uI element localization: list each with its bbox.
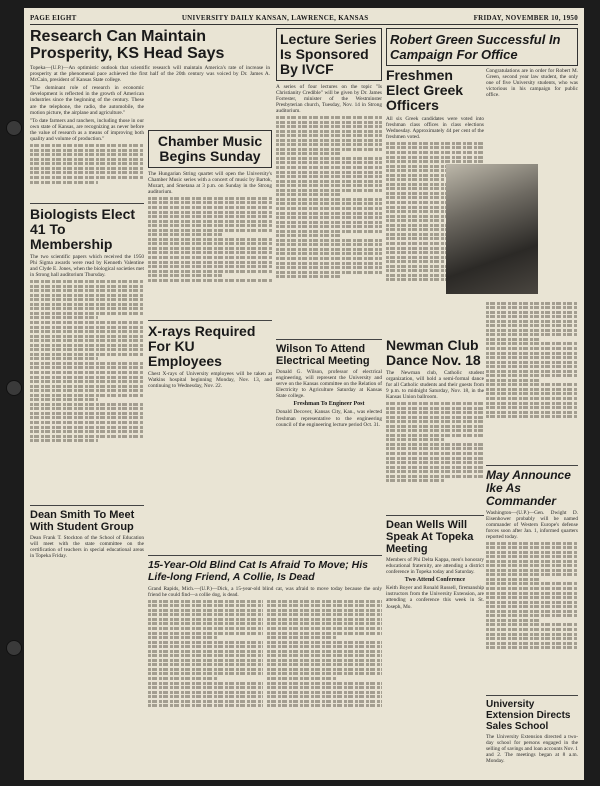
- extension-headline: University Extension Directs Sales School: [486, 698, 571, 732]
- newspaper-page: [24, 8, 584, 780]
- freshmen-headline: Freshmen Elect Greek Officers: [386, 67, 464, 113]
- newman-headline: Newman Club Dance Nov. 18: [386, 337, 481, 368]
- column-eisenhower-extension: [486, 300, 578, 778]
- cat-headline: 15-Year-Old Blind Cat Is Afraid To Move; His Life-long Friend, A Collie, Is Dead: [148, 559, 368, 583]
- freshman-engineer-body: Donald Decover, Kansas City, Kan., was elected freshman representative to the engineering council of the engineering lecture period Oct. 31.: [276, 409, 382, 428]
- freshman-engineer-headline: Freshman To Engineer Post: [293, 401, 365, 408]
- biologists-headline: Biologists Elect 41 To Membership: [30, 206, 136, 253]
- research-lead: Topeka—(U.P.)—An optimistic outlook that scientific research will maintain America's rate of increase in prosperity at the phenomenal pace achieved the first half of the 20th century was voiced by Dr. James A. McCain, president of Kansas State college.: [30, 65, 270, 84]
- column-lecture-wilson: [276, 28, 382, 558]
- column-chamber-xray: [148, 130, 272, 570]
- xray-headline: X-rays Required For KU Employees: [148, 322, 256, 369]
- lecture-body: A series of four lectures on the topic "Is Christianity Credible" will be given by Dr. James Forrester, minister of the Westminster Presbyterian church, Tuesday, Nov. 14 in Strong auditorium.: [276, 84, 382, 115]
- freshmen-body: All six Greek candidates were voted into freshman class offices in class elections Wednesday. Approximately 44 per cent of the freshmen voted.: [386, 116, 484, 141]
- xray-body: Chest X-rays of University employees will be taken at Watkins hospital beginning Monday, Nov. 13, and continuing to Wednesday, Nov. 22.: [148, 370, 272, 390]
- chamber-body: The Hungarian String quartet will open the University's Chamber Music series with a concert of music by Bartok, Mozart, and Smetana at 3 p.m. on Sunday in the Strong auditorium.: [148, 171, 272, 196]
- binder-hole: [6, 120, 22, 136]
- green-headline: Robert Green Successful In Campaign For Office: [390, 32, 561, 62]
- lecture-box: [276, 28, 382, 81]
- research-tail: "To date farmers and ranchers, including those in our own state of Kansas, are recognizing as never before the value of research as a means of improving both quality and volume of production.": [30, 117, 144, 143]
- lecture-continuation: [276, 116, 382, 336]
- issue-date: FRIDAY, NOVEMBER 10, 1950: [473, 14, 578, 22]
- green-body: Congratulations are in order for Robert M. Green, second year law student, the only one of five University students, who was victorious in his campaign for public office.: [486, 68, 578, 99]
- green-continuation: [486, 302, 578, 462]
- chamber-continuation: [148, 197, 272, 317]
- paper-title: UNIVERSITY DAILY KANSAN, LAWRENCE, KANSAS: [181, 14, 369, 22]
- dean-headline: Dean Smith To Meet With Student Group: [30, 509, 135, 534]
- biologists-body: The two scientific papers which received the 1950 Phi Sigma awards were read by Kenneth Valentine and Clyde E. Jones, when the biological societies met in Strong hall auditorium Thursday.: [30, 254, 144, 279]
- robert-green-photo: [446, 164, 538, 294]
- wells-body: Members of Phi Delta Kappa, men's honorary educational fraternity, are attending a district conference in Topeka today and Saturday.: [386, 557, 484, 576]
- cat-lead: Grand Rapids, Mich.—(U.P.)—Dick, a 15-year-old blind cat, was afraid to move today because the only friend he could find—a collie dog, is dead.: [148, 586, 382, 599]
- newman-body: The Newman club, Catholic student organization, will hold a semi-formal dance for all Catholic students and their guests from 9 p.m. to midnight Saturday, Nov. 18, in the Kansas Union ballroom.: [386, 370, 484, 401]
- cat-column-b: [267, 598, 382, 748]
- cat-column-a: [148, 598, 263, 748]
- wilson-headline: Wilson To Attend Electrical Meeting: [276, 343, 370, 368]
- research-quote: "The dominant role of research in economic development is reflected in the growth of American industries since the beginning of the century. These are the telephone, the radio, the automobile, the motion picture, the airplane and agriculture.": [30, 85, 144, 116]
- cat-story: [148, 552, 382, 778]
- amateur-body: Keith Boyer and Ronald Russell, firemanship instructors from the University Extension, are attending a conference this week in St. Joseph, Mo.: [386, 585, 484, 610]
- chamber-headline: Chamber Music Begins Sunday: [157, 133, 263, 164]
- research-continuation: [30, 144, 144, 200]
- eisenhower-headline: May Announce Ike As Commander: [486, 467, 571, 508]
- dean-body: Dean Frank T. Stockton of the School of Education will meet with the state committee on the certification of teachers in special educational areas in Topeka Friday.: [30, 535, 144, 560]
- eisenhower-body: Washington—(U.P.)—Gen. Dwight D. Eisenhower probably will be named commander of Western Europe's defense forces soon after Jan. 1, informed quarters reported today.: [486, 509, 578, 540]
- masthead: [30, 12, 578, 25]
- biologists-continuation: [30, 280, 144, 502]
- research-headline: Research Can Maintain Prosperity, KS Head Says: [30, 28, 225, 62]
- wells-headline: Dean Wells Will Speak At Topeka Meeting: [386, 519, 474, 556]
- extension-body: The University Extension directed a two-day school for persons engaged in the selling of savings and loan accounts Nov. 1 and 2. The meetings began at 8 a.m. Monday.: [486, 733, 578, 764]
- chamber-box: [148, 130, 272, 168]
- green-box: [386, 28, 578, 66]
- binder-hole: [6, 640, 22, 656]
- binder-hole: [6, 380, 22, 396]
- page-number: PAGE EIGHT: [30, 14, 77, 22]
- wilson-body: Donald G. Wilson, professor of electrical engineering, will represent the University and serve on the Kansas committee on the Relation of Electricity to Agriculture Saturday at Kansas State college.: [276, 369, 382, 400]
- green-body-column: [486, 68, 578, 158]
- newman-continuation: [386, 402, 484, 512]
- column-newman-wells: [386, 338, 484, 778]
- eisenhower-continuation: [486, 542, 578, 692]
- binder-edge: [2, 0, 24, 786]
- lecture-headline: Lecture Series Is Sponsored By IVCF: [280, 31, 377, 77]
- amateur-headline: Two Attend Conference: [404, 577, 466, 584]
